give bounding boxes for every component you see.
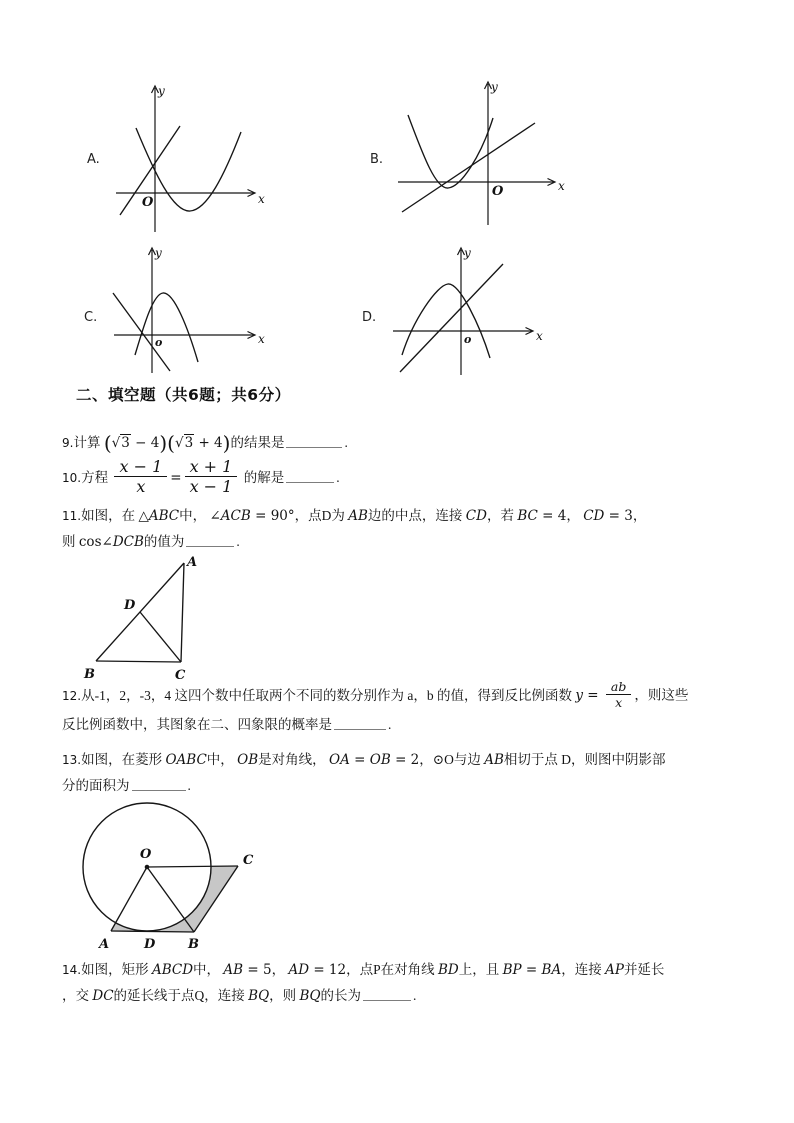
left-paren: (	[103, 431, 112, 455]
period: .	[336, 469, 340, 485]
center-dot	[145, 865, 150, 870]
text-segment: ∠	[101, 534, 113, 551]
operand: − 4	[130, 435, 160, 451]
text-segment: ，若	[486, 508, 518, 523]
origin-label: O	[492, 184, 504, 199]
y-axis-label: y	[158, 84, 165, 98]
rhombus-circle-figure	[60, 788, 265, 958]
text-segment: AB	[484, 752, 504, 768]
sqrt-expression	[112, 434, 131, 451]
text-segment: = 2	[390, 752, 420, 768]
x-axis-label: x	[258, 192, 265, 206]
question-number: 14.	[62, 963, 82, 977]
text-segment: BD	[438, 962, 459, 978]
question-line	[62, 957, 664, 983]
text-segment: ，点D为	[294, 508, 349, 523]
text-segment: DCB	[112, 534, 144, 551]
segment-dc	[140, 612, 181, 662]
question-text	[62, 688, 575, 703]
text-segment: = 4，	[537, 508, 580, 524]
text-segment: 方程	[81, 469, 112, 485]
question-10	[62, 459, 340, 498]
option-b-label: B.	[370, 152, 384, 167]
question-text	[62, 435, 104, 450]
radical-sign: √	[111, 435, 121, 451]
question-text	[62, 717, 332, 732]
origin-label: o	[155, 336, 163, 349]
origin-label: o	[464, 333, 472, 346]
denominator: x − 1	[189, 477, 233, 497]
point-d-label: D	[124, 598, 136, 613]
question-text	[62, 470, 111, 485]
text-segment: 相切于点 D，则图中阴影部	[503, 752, 666, 767]
question-line	[62, 747, 666, 773]
text-segment: OB	[237, 752, 259, 768]
text-segment: ABCD	[151, 962, 194, 978]
text-segment: ，	[632, 508, 647, 523]
text-segment: 边的中点，连接	[367, 508, 466, 523]
question-12	[62, 681, 688, 738]
x-axis-label: x	[258, 332, 265, 346]
text-segment: 是对角线，	[258, 752, 330, 767]
question-line	[62, 503, 646, 529]
question-11	[62, 503, 646, 556]
straight-line	[113, 293, 170, 371]
y-axis-label: y	[464, 246, 471, 260]
question-number: 11.	[62, 509, 82, 523]
text-segment: ，交	[62, 988, 93, 1004]
numerator: x − 1	[114, 457, 167, 477]
x-axis-label: x	[536, 329, 543, 343]
parabola-curve	[135, 293, 198, 362]
denominator: x	[136, 477, 146, 497]
text-segment: 反比例函数中，其图象在二、四象限的概率是	[62, 717, 332, 732]
text-segment: =	[349, 752, 370, 768]
period: .	[236, 534, 240, 550]
text-segment: OABC	[165, 752, 207, 768]
straight-line	[400, 264, 503, 372]
side-bc	[96, 661, 181, 662]
question-text	[62, 508, 646, 523]
point-a-label: A	[99, 937, 110, 952]
text-segment: 的解是	[240, 469, 285, 485]
point-b-label: B	[84, 667, 95, 682]
text-segment: cos	[78, 534, 102, 551]
origin-label: O	[142, 195, 154, 210]
text-segment: 中，	[193, 962, 224, 977]
text-segment: 中，	[179, 508, 210, 523]
parabola-curve	[402, 284, 490, 358]
equals-sign: =	[582, 687, 603, 704]
text-segment: 的延长线于点Q，连接	[113, 988, 249, 1004]
text-segment: 分的面积为	[62, 778, 130, 794]
text-segment: ACB	[220, 508, 251, 524]
radicand: 3	[184, 435, 194, 451]
operand: + 4	[194, 435, 223, 451]
text-segment: DC	[92, 988, 114, 1005]
text-segment: =	[521, 962, 542, 978]
question-line	[62, 681, 688, 712]
question-number: 12.	[62, 688, 82, 703]
text-segment: △	[138, 508, 149, 524]
text-segment: ，⊙O与边	[419, 752, 485, 767]
text-segment: OA	[329, 752, 350, 768]
text-segment: CD	[465, 508, 487, 524]
graph-option-c	[98, 246, 263, 378]
sqrt-expression	[175, 434, 194, 451]
question-text	[634, 688, 688, 703]
text-segment: AB	[223, 962, 244, 978]
question-text	[240, 470, 284, 485]
right-paren: )	[159, 431, 168, 455]
question-text	[62, 534, 184, 549]
question-14	[62, 957, 664, 1010]
point-o-label: O	[140, 847, 152, 862]
numerator: x + 1	[185, 457, 238, 477]
text-segment: 如图，矩形	[81, 962, 152, 977]
radical-sign: √	[174, 435, 184, 451]
text-segment: 则	[62, 534, 79, 550]
text-segment: BQ	[248, 988, 270, 1005]
text-segment: CD	[583, 508, 605, 524]
text-segment: 的值为	[143, 534, 185, 550]
parabola-curve	[408, 115, 493, 188]
text-segment: 中，	[206, 752, 238, 767]
question-number: 10.	[62, 470, 82, 485]
point-d-label: D	[144, 937, 156, 952]
text-segment: OB	[369, 752, 391, 768]
function-y: y	[575, 687, 583, 704]
straight-line	[402, 123, 535, 212]
left-paren: (	[167, 431, 175, 455]
option-a-label: A.	[87, 152, 100, 167]
fraction	[185, 457, 238, 496]
text-segment: BP	[502, 962, 522, 978]
question-line	[62, 712, 688, 738]
text-segment: 上，且	[458, 962, 503, 977]
graph-option-b	[388, 78, 568, 230]
question-text	[230, 435, 284, 450]
text-segment: AB	[348, 508, 368, 524]
y-axis-label: y	[491, 80, 498, 94]
right-paren: )	[222, 431, 231, 455]
text-segment: = 3	[604, 508, 633, 524]
text-segment: ABC	[148, 508, 180, 524]
text-segment: ∠	[209, 508, 221, 524]
text-segment: 如图，在	[81, 508, 139, 523]
answer-blank	[286, 444, 342, 448]
text-segment: 的结果是	[230, 435, 285, 450]
text-segment: ，点P在对角线	[346, 962, 438, 977]
answer-blank	[363, 997, 411, 1001]
point-c-label: C	[175, 668, 186, 683]
text-segment: 的长为	[320, 988, 362, 1004]
text-segment: = 5，	[243, 962, 286, 978]
text-segment: BC	[517, 508, 538, 524]
text-segment: 如图，在菱形	[81, 752, 166, 767]
text-segment: 计算	[73, 435, 104, 450]
numerator: ab	[606, 679, 631, 695]
text-segment: BA	[541, 962, 562, 978]
radicand: 3	[121, 435, 130, 451]
point-a-label: A	[187, 555, 198, 570]
question-text	[62, 988, 361, 1003]
period: .	[187, 778, 191, 794]
question-number: 9.	[62, 436, 74, 450]
graph-option-d	[383, 246, 553, 381]
answer-blank	[286, 479, 334, 483]
option-c-label: C.	[84, 310, 98, 325]
period: .	[344, 435, 348, 450]
point-b-label: B	[188, 937, 199, 952]
fraction	[114, 457, 167, 496]
point-c-label: C	[243, 853, 254, 868]
graph-option-a	[103, 82, 273, 237]
period: .	[413, 988, 417, 1004]
text-segment: BQ	[299, 988, 321, 1005]
question-number: 13.	[62, 753, 82, 767]
text-segment: AP	[605, 962, 624, 978]
text-segment: 从-1，2，-3，4 这四个数中任取两个不同的数分别作为 a，b 的值，得到反比例函数	[81, 687, 576, 703]
text-segment: ，则	[269, 988, 300, 1004]
equals-sign: =	[170, 469, 182, 486]
text-segment: = 90°	[250, 508, 295, 524]
text-segment: ，则这些	[634, 687, 689, 703]
triangle-figure	[80, 552, 215, 687]
side-ca	[181, 563, 184, 662]
question-text	[62, 962, 664, 977]
option-d-label: D.	[362, 310, 377, 325]
section-header: 二、填空题（共6题；共6分）	[76, 386, 291, 404]
denominator: x	[615, 695, 623, 710]
fraction	[606, 679, 631, 710]
text-segment: = 12	[309, 962, 347, 978]
question-text	[62, 752, 666, 767]
period: .	[388, 717, 392, 732]
text-segment: 并延长	[623, 962, 665, 977]
x-axis-label: x	[558, 179, 565, 193]
y-axis-label: y	[155, 246, 162, 260]
question-line	[62, 983, 664, 1009]
text-segment: AD	[288, 962, 310, 978]
answer-blank	[334, 726, 386, 730]
text-segment: ，连接	[561, 962, 606, 977]
answer-blank	[186, 543, 234, 547]
